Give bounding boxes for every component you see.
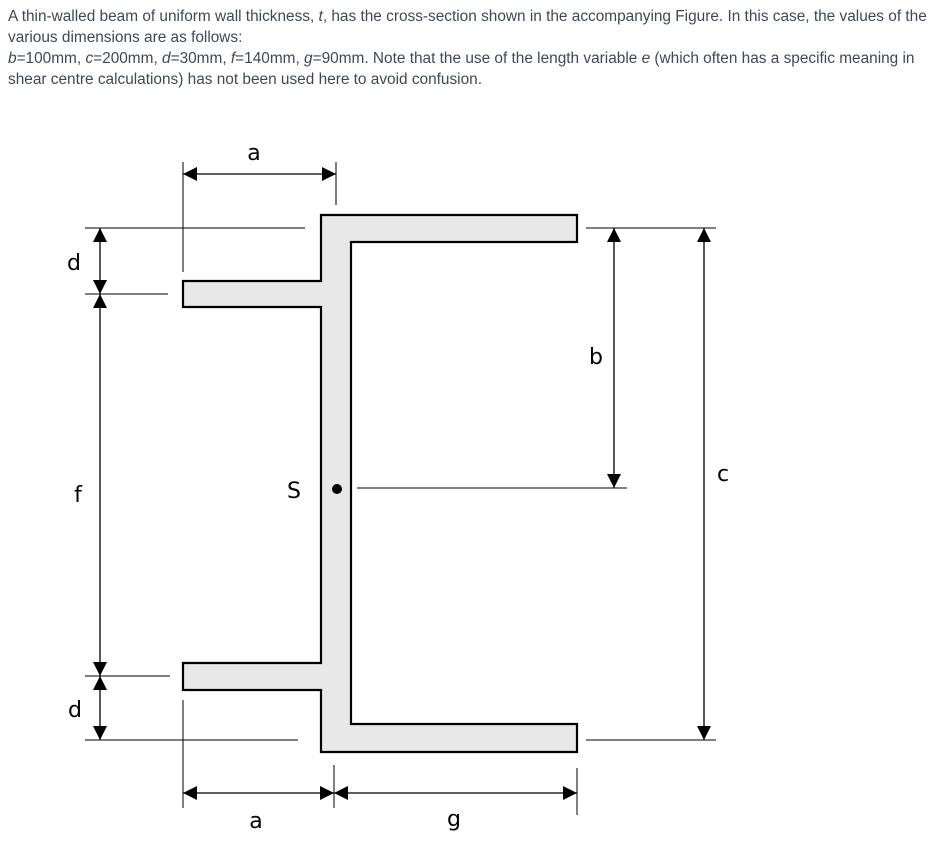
- d-variable: d: [162, 50, 171, 67]
- beam-cross-section: [183, 215, 577, 752]
- shear-centre-label: S: [287, 479, 301, 504]
- label-d-top: d: [67, 251, 81, 276]
- label-g: g: [447, 807, 461, 832]
- c-variable: c: [85, 50, 94, 67]
- g-value: =90mm. Note that the use of the length variable: [312, 50, 642, 67]
- intro-text-1: A thin-walled beam of uniform wall thickness,: [8, 8, 319, 25]
- intro-text-2: , has the cross-section shown in the accompanying Figure. In this case, the values of the various dimensions are as follows:: [8, 8, 927, 46]
- t-variable: t: [318, 8, 323, 25]
- label-f: f: [74, 483, 82, 508]
- dimension-arrows: [100, 174, 704, 793]
- label-a-top: a: [247, 141, 261, 166]
- label-b: b: [589, 345, 603, 370]
- b-value: =100mm,: [16, 50, 86, 67]
- d-value: =30mm,: [170, 50, 231, 67]
- label-c: c: [716, 462, 730, 487]
- label-a-bottom: a: [249, 809, 263, 834]
- f-value: =140mm,: [235, 50, 305, 67]
- tail-text: (which often has a specific meaning in shear centre calculations) has not been used here to avoid confusion.: [8, 50, 915, 88]
- shear-centre-dot: [332, 484, 342, 494]
- c-value: =200mm,: [93, 50, 163, 67]
- g-variable: g: [304, 50, 313, 67]
- b-variable: b: [8, 50, 17, 67]
- label-d-bottom: d: [68, 698, 82, 723]
- f-variable: f: [230, 50, 236, 67]
- e-variable: e: [641, 50, 651, 67]
